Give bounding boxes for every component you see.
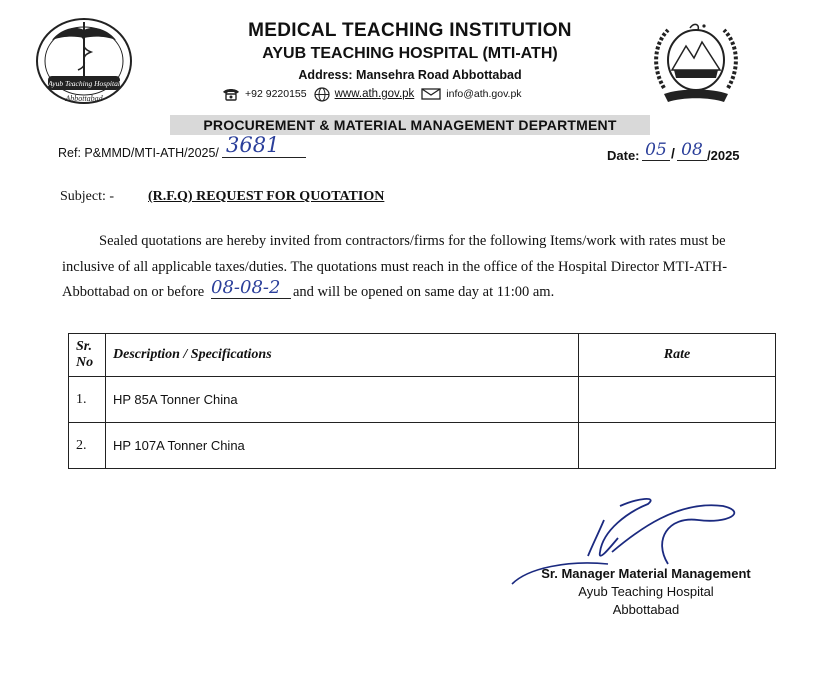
website-link[interactable]: www.ath.gov.pk (334, 88, 415, 100)
handwritten-deadline-date: 08-08-2 (211, 277, 291, 299)
items-table (68, 333, 776, 469)
address: Address: Mansehra Road Abbottabad (298, 68, 522, 82)
header-sr-no: Sr. No (69, 334, 106, 377)
subject-text: (R.F.Q) REQUEST FOR QUOTATION (148, 189, 385, 204)
table-header-row (69, 334, 776, 377)
row-rate[interactable] (579, 377, 776, 423)
subject-label: Subject: - (60, 189, 115, 204)
contact-row (222, 85, 529, 103)
table-row (69, 377, 776, 423)
reference-label: Ref: P&MMD/MTI-ATH/2025/ (58, 146, 219, 160)
globe-icon (314, 87, 330, 102)
header-description: Description / Specifications (106, 334, 579, 377)
body-line-1: Sealed quotations are hereby invited from contractors/firms for the following Items/work with rates must be (99, 233, 726, 249)
government-emblem (650, 18, 742, 108)
telephone-icon (222, 88, 240, 101)
date-day: 05 (642, 140, 670, 161)
row-sr: 2. (69, 423, 106, 469)
hospital-logo (34, 16, 134, 106)
hospital-name: AYUB TEACHING HOSPITAL (MTI-ATH) (262, 45, 558, 62)
date-separator: / (671, 145, 675, 161)
email-address[interactable]: info@ath.gov.pk (446, 88, 522, 100)
row-sr: 1. (69, 377, 106, 423)
phone-number: +92 9220155 (245, 88, 307, 100)
logo-text-top: Ayub Teaching Hospital (48, 79, 120, 88)
body-line-2: inclusive of all applicable taxes/duties. The quotations must reach in the office of the Hospital Director MTI-ATH- (62, 259, 728, 275)
signatory-title: Sr. Manager Material Management (541, 566, 751, 581)
signatory-city: Abbottabad (612, 602, 680, 617)
header-rate: Rate (579, 334, 776, 377)
institution-name: MEDICAL TEACHING INSTITUTION (248, 20, 572, 41)
department-banner: PROCUREMENT & MATERIAL MANAGEMENT DEPARTMENT (170, 115, 650, 135)
row-description: HP 107A Tonner China (106, 423, 579, 469)
date-label: Date: (607, 148, 640, 163)
date-year: /2025 (707, 148, 740, 163)
signatory-organization: Ayub Teaching Hospital (578, 584, 714, 599)
body-line-3-end: and will be opened on same day at 11:00 am. (293, 284, 555, 300)
row-rate[interactable] (579, 423, 776, 469)
date-month: 08 (677, 140, 707, 161)
logo-text-bottom: Abbottabad (65, 94, 103, 103)
reference-number: 3681 (222, 133, 306, 158)
envelope-icon (421, 88, 441, 100)
row-description: HP 85A Tonner China (106, 377, 579, 423)
body-line-3-start: Abbottabad on or before (62, 284, 205, 300)
table-row (69, 423, 776, 469)
